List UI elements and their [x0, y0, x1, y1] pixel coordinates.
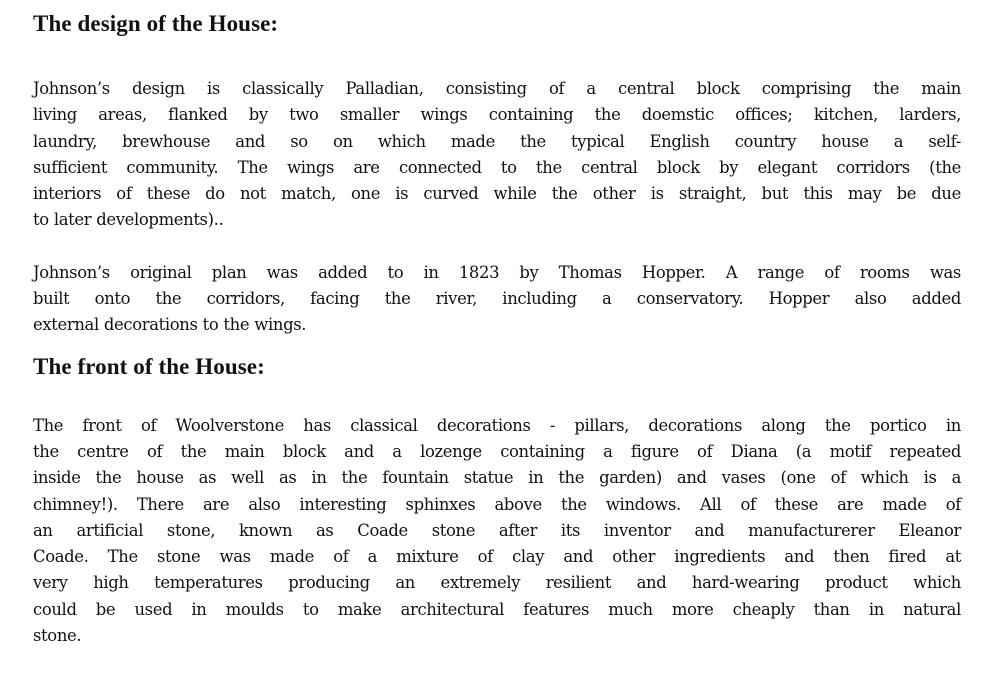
text-line: The front of Woolverstone has classical decorations - pillars, decorations along the portico in — [33, 415, 961, 435]
text-line: built onto the corridors, facing the river, including a conservatory. Hopper also added — [33, 289, 961, 309]
paragraph-design-1 — [33, 76, 961, 234]
text-line: to later developments).. — [33, 210, 224, 230]
text-line: Coade. The stone was made of a mixture of clay and other ingredients and then fired at — [33, 547, 961, 567]
text-line: could be used in moulds to make architectural features much more cheaply than in natural — [33, 599, 961, 619]
text-line: an artificial stone, known as Coade stone after its inventor and manufacturerer Eleanor — [33, 520, 961, 540]
text-line: sufficient community. The wings are connected to the central block by elegant corridors (the — [33, 157, 961, 177]
text-line: inside the house as well as in the fountain statue in the garden) and vases (one of which is a — [33, 468, 961, 488]
text-line: the centre of the main block and a lozenge containing a figure of Diana (a motif repeated — [33, 441, 961, 461]
text-line: chimney!). There are also interesting sphinxes above the windows. All of these are made of — [33, 494, 961, 514]
text-line: stone. — [33, 626, 82, 646]
text-line: interiors of these do not match, one is curved while the other is straight, but this may be due — [33, 184, 961, 204]
text-line: Johnson’s design is classically Palladian, consisting of a central block comprising the main — [33, 79, 961, 98]
section-heading-front: The front of the House: — [33, 353, 265, 379]
text-line: external decorations to the wings. — [33, 315, 307, 335]
text-line: laundry, brewhouse and so on which made the typical English country house a self- — [33, 131, 961, 151]
document-page — [33, 8, 961, 649]
section-heading-design: The design of the House: — [33, 11, 279, 36]
text-line: Johnson’s original plan was added to in 1823 by Thomas Hopper. A range of rooms was — [33, 262, 961, 282]
paragraph-design-2 — [33, 260, 961, 339]
text-line: living areas, flanked by two smaller wings containing the doemstic offices; kitchen, larders, — [33, 105, 961, 125]
text-line: very high temperatures producing an extremely resilient and hard-wearing product which — [33, 573, 961, 593]
paragraph-front-1 — [33, 413, 961, 650]
